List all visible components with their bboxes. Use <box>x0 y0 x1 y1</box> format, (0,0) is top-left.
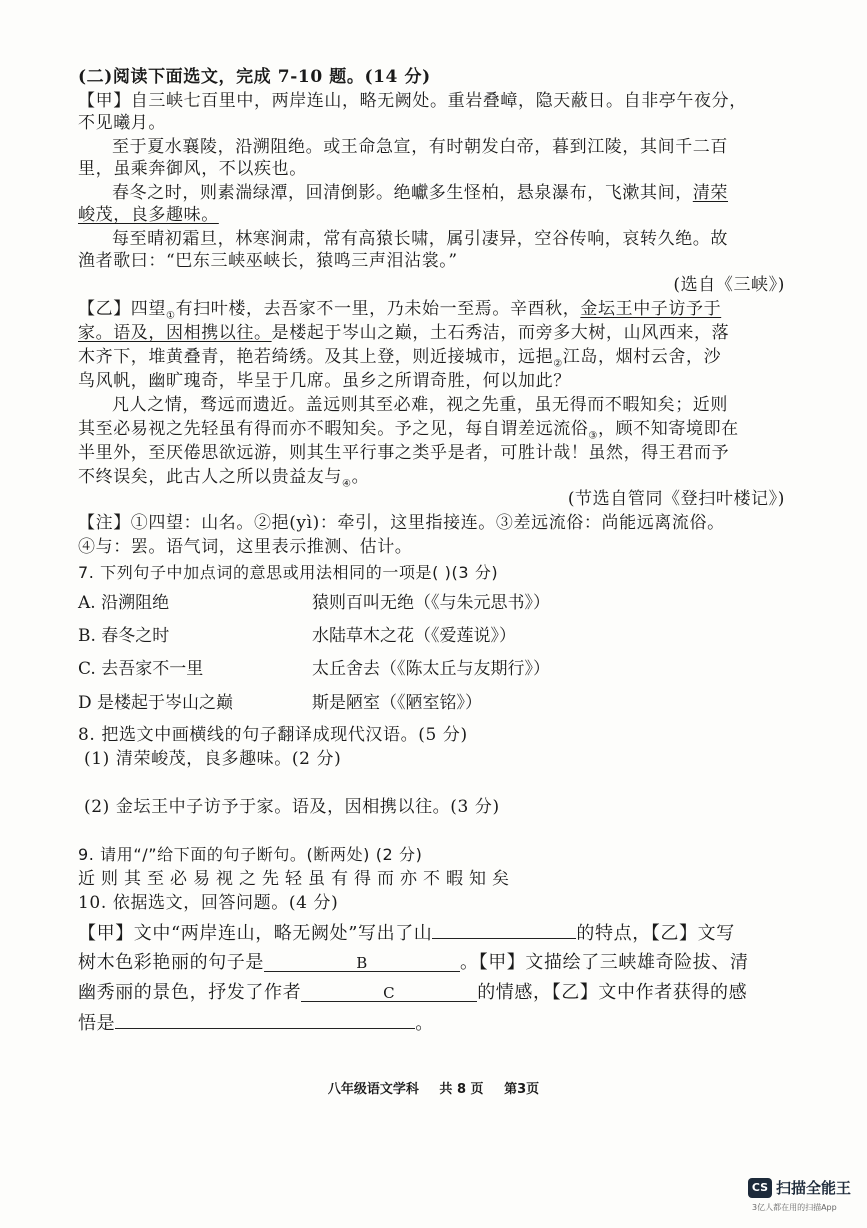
q7-option-d-right: 斯是陋室（《陋室铭》） <box>312 693 482 713</box>
note-marker-3: ③ <box>588 430 598 442</box>
yi-l2-underlined: 家。语及，因相携以往。 <box>78 323 272 343</box>
yi-line7: 半里外，至厌倦思欲远游，则其生平行事之类乎是者，可胜计哉！虽然，得王君而予 <box>78 443 730 463</box>
jia-p4-line1: 每至晴初霜旦，林寒涧肃，常有高猿长啸，属引凄异，空谷传响，哀转久绝。故 <box>112 229 728 249</box>
q10-l1-a: 【甲】文中“两岸连山，略无阙处”写出了山 <box>78 923 433 944</box>
q7-option-c-left: C. 去吾家不一里 <box>78 659 204 679</box>
yi-l6-a: 其至必易视之先轻虽有得而亦不暇知矣。予之见，每自谓差远流俗 <box>78 419 589 439</box>
yi-l8-a: 不终误矣，此古人之所以贵益友与 <box>78 467 342 487</box>
q10-blank-d[interactable] <box>115 1012 415 1029</box>
notes-line2: ④与：罢。语气词，这里表示推测、估计。 <box>78 537 413 557</box>
q8-stem: 8. 把选文中画横线的句子翻译成现代汉语。(5 分) <box>78 725 468 745</box>
q10-line3 <box>78 982 790 1004</box>
yi-l1-b: 有扫叶楼，去吾家不一里，乃未始一至焉。辛酉秋， <box>175 299 581 319</box>
q9-stem: 9. 请用“/”给下面的句子断句。(断两处) (2 分) <box>78 845 423 864</box>
notes-line1: 【注】①四望：山名。②挹(yì)：牵引，这里指接连。③差远流俗：尚能远离流俗。 <box>78 513 725 533</box>
q10-l4-a: 悟是 <box>78 1013 116 1034</box>
q10-stem: 10. 依据选文，回答问题。(4 分) <box>78 893 339 913</box>
footer-total: 共 8 页 <box>439 1082 484 1097</box>
q10-l2-a: 树木色彩艳丽的句子是 <box>78 952 264 973</box>
jia-p1-line2: 不见曦月。 <box>78 113 166 133</box>
yi-l8-b: 。 <box>351 467 370 487</box>
jia-p3-line2 <box>78 204 790 226</box>
q7-option-b-left: B. 春冬之时 <box>78 626 170 646</box>
jia-p3-text: 春冬之时，则素湍绿潭，回清倒影。绝巘多生怪柏，悬泉瀑布，飞漱其间， <box>112 183 693 203</box>
q10-blank-b[interactable]: B <box>264 955 460 972</box>
q7-stem: 7. 下列句子中加点词的意思或用法相同的一项是( )(3 分) <box>78 563 499 582</box>
yi-source: (节选自管同《登扫叶楼记》) <box>567 489 785 509</box>
q10-blank-c[interactable]: C <box>301 985 477 1002</box>
jia-p2-line2: 里，虽乘奔御风，不以疾也。 <box>78 159 307 179</box>
q10-l3-b: 的情感，【乙】文中作者获得的感 <box>477 982 748 1003</box>
q10-l3-a: 幽秀丽的景色，抒发了作者 <box>78 982 302 1003</box>
yi-l3-b: 江岛，烟村云舍，沙 <box>562 347 722 367</box>
scanner-name: 扫描全能王 <box>776 1179 852 1197</box>
jia-p4-line2: 渔者歌曰：“巴东三峡巫峡长，猿鸣三声泪沾裳。” <box>78 251 458 271</box>
yi-l1-a: 【乙】四望 <box>78 299 166 319</box>
q8-sub2: (2) 金坛王中子访予于家。语及，因相携以往。(3 分) <box>84 797 500 817</box>
q9-sentence: 近则其至必易视之先轻虽有得而亦不暇知矣 <box>78 869 515 889</box>
yi-line4: 鸟风帆，幽旷瑰奇，毕呈于几席。虽乡之所谓奇胜，何以加此？ <box>78 371 571 391</box>
q7-option-d-left: D 是楼起于岑山之巅 <box>78 693 234 713</box>
jia-p3-line1 <box>112 182 792 204</box>
q10-line4 <box>78 1012 790 1035</box>
scanner-logo-icon: CS <box>748 1178 772 1198</box>
q7-option-b <box>0 625 867 647</box>
footer-subject: 八年级语文学科 <box>327 1082 419 1097</box>
yi-l3-a: 木齐下，堆黄叠青，艳若绮绣。及其上登，则近接城市，远挹 <box>78 347 554 367</box>
q7-option-c <box>0 658 867 680</box>
page-footer <box>0 1078 867 1097</box>
jia-p3-underlined-2: 峻茂，良多趣味。 <box>78 205 219 225</box>
q10-line2 <box>78 952 790 974</box>
yi-line5: 凡人之情，骛远而遗近。盖远则其至必难，视之先重，虽无得而不暇知矣；近则 <box>112 395 728 415</box>
q10-l4-b: 。 <box>415 1013 434 1034</box>
q7-option-a <box>0 592 867 614</box>
jia-p3-underlined: 清荣 <box>692 183 729 203</box>
q10-l2-b: 。【甲】文描绘了三峡雄奇险拔、清 <box>460 952 749 973</box>
note-marker-1: ① <box>166 310 176 322</box>
scanner-tagline: 3亿人都在用的扫描App <box>752 1203 837 1212</box>
note-marker-4: ④ <box>342 478 352 490</box>
jia-p1-line1: 【甲】自三峡七百里中，两岸连山，略无阙处。重岩叠嶂，隐天蔽日。自非亭午夜分， <box>78 91 747 111</box>
note-marker-2: ② <box>553 358 563 370</box>
jia-p2-line1: 至于夏水襄陵，沿溯阻绝。或王命急宣，有时朝发白帝，暮到江陵，其间千二百 <box>112 137 728 157</box>
q8-sub1: (1) 清荣峻茂，良多趣味。(2 分) <box>84 749 342 769</box>
yi-l2-b: 是楼起于岑山之巅，土石秀洁，而旁多大树，山风西来，落 <box>271 323 730 343</box>
jia-source: (选自《三峡》) <box>673 275 785 295</box>
yi-l6-b: ，顾不知寄境即在 <box>597 419 739 439</box>
q10-l1-b: 的特点，【乙】文写 <box>576 923 735 944</box>
q7-option-b-right: 水陆草木之花（《爱莲说》） <box>312 626 516 646</box>
section-title: (二)阅读下面选文，完成 7-10 题。(14 分) <box>78 67 431 87</box>
q7-option-c-right: 太丘舍去（《陈太丘与友期行》） <box>312 659 550 679</box>
yi-line2 <box>78 322 790 344</box>
footer-page: 第3页 <box>504 1082 540 1097</box>
q10-line1 <box>78 922 790 945</box>
q10-blank-a[interactable] <box>432 922 576 939</box>
q7-option-d <box>0 692 867 714</box>
yi-l1-underlined: 金坛王中子访予于 <box>580 299 722 319</box>
q7-option-a-right: 猿则百叫无绝（《与朱元思书》） <box>312 593 550 613</box>
q7-option-a-left: A. 沿溯阻绝 <box>78 593 170 613</box>
